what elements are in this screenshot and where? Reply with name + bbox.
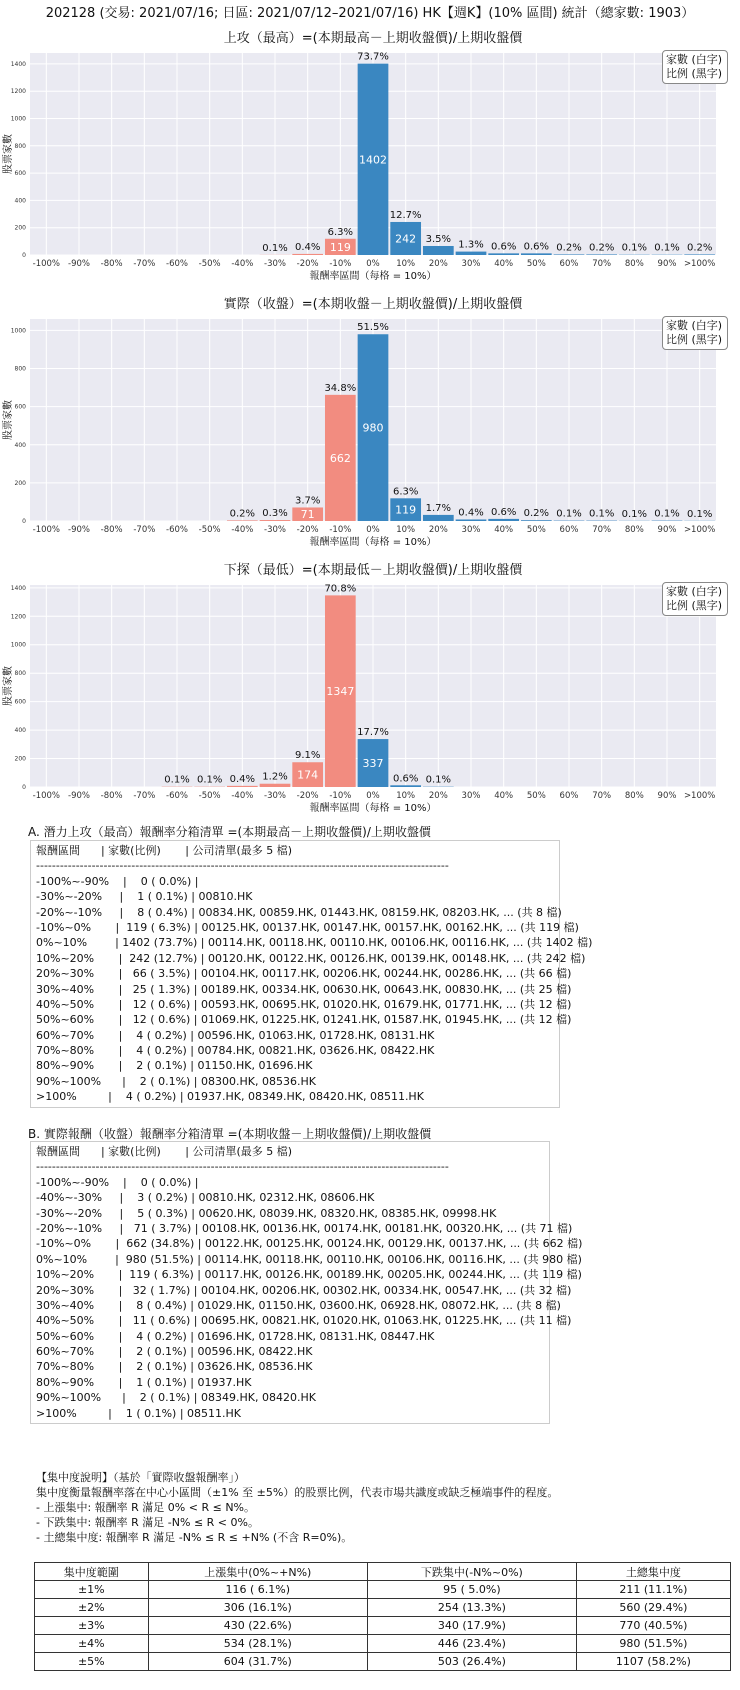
list-line: 40%~50% | 12 ( 0.6%) | 00593.HK, 00695.HK, 01020.HK, 01679.HK, 01771.HK, ... (共 12 檔) (36, 997, 572, 1011)
x-tick-label: -50% (198, 259, 221, 269)
table-cell: ±2% (35, 1599, 149, 1617)
y-tick-label: 1000 (10, 115, 26, 123)
concentration-notes (36, 1470, 558, 1545)
table-cell: 604 (31.7%) (148, 1653, 367, 1671)
x-tick-label: 20% (428, 525, 448, 535)
x-tick-label: -40% (231, 259, 254, 269)
x-tick-label: 70% (592, 259, 612, 269)
list-line: 80%~90% | 1 ( 0.1%) | 01937.HK (36, 1375, 252, 1389)
table-cell: 1107 (58.2%) (576, 1653, 730, 1671)
x-tick-label: -10% (329, 259, 352, 269)
bar-pct-label: 1.7% (425, 502, 452, 514)
chart-low (0, 554, 740, 818)
legend-line-count: 家數 (白字) (666, 319, 723, 332)
x-tick-label: >100% (683, 525, 716, 535)
x-tick-label: -80% (100, 525, 123, 535)
list-line: 70%~80% | 2 ( 0.1%) | 03626.HK, 08536.HK (36, 1360, 313, 1374)
bar (521, 520, 552, 521)
table-header-cell: 土總集中度 (576, 1563, 730, 1581)
y-axis-label: 股票家數 (3, 666, 14, 706)
list-line: -10%~0% | 662 (34.8%) | 00122.HK, 00125.HK, 00124.HK, 00129.HK, 00137.HK, ... (共 662 檔) (36, 1237, 583, 1251)
bar-pct-label: 0.6% (523, 241, 550, 253)
x-tick-label: -90% (68, 525, 90, 535)
bar (260, 784, 291, 787)
x-tick-label: 20% (428, 259, 448, 269)
x-tick-label: -20% (296, 525, 319, 535)
list-line: 報酬區間 | 家數(比例) | 公司清單(最多 5 檔) (36, 844, 293, 857)
y-tick-label: 200 (14, 479, 26, 487)
chart-close (0, 288, 740, 552)
x-tick-label: 60% (559, 791, 579, 801)
list-line: 報酬區間 | 家數(比例) | 公司清單(最多 5 檔) (36, 1145, 293, 1158)
bar-pct-label: 0.1% (196, 774, 223, 786)
y-tick-label: 1000 (10, 327, 26, 335)
list-line: 50%~60% | 4 ( 0.2%) | 01696.HK, 01728.HK, 08131.HK, 08447.HK (36, 1329, 435, 1343)
list-line: -------------------------------------------------------------------------------------------------------- (36, 859, 449, 873)
legend-line-ratio: 比例 (黑字) (666, 333, 723, 346)
x-tick-label: 50% (526, 791, 546, 801)
list-line: 90%~100% | 2 ( 0.1%) | 08349.HK, 08420.HK (36, 1391, 316, 1405)
table-cell: 95 ( 5.0%) (367, 1581, 576, 1599)
bar-pct-label: 70.8% (324, 583, 357, 595)
bar-pct-label: 6.3% (327, 226, 354, 238)
x-tick-label: 30% (461, 525, 481, 535)
page-title: 202128 (交易: 2021/07/16; 日區: 2021/07/12–2021/07/16) HK【週K】(10% 區間) 統計（總家數: 1903） (45, 6, 695, 21)
table-row (35, 1581, 731, 1599)
x-tick-label: 80% (624, 259, 644, 269)
x-tick-label: -20% (296, 259, 319, 269)
bar-pct-label: 0.2% (523, 508, 550, 520)
x-tick-label: -100% (32, 791, 61, 801)
x-tick-label: 50% (526, 259, 546, 269)
bar-count-label: 119 (329, 240, 351, 254)
x-tick-label: 10% (396, 791, 416, 801)
bar-count-label: 662 (329, 451, 351, 465)
x-tick-label: >100% (683, 259, 716, 269)
x-tick-label: -10% (329, 525, 352, 535)
y-tick-label: 200 (14, 755, 26, 763)
bar (684, 254, 715, 255)
legend-line-ratio: 比例 (黑字) (666, 67, 723, 80)
table-cell: ±5% (35, 1653, 149, 1671)
bar-count-label: 174 (297, 768, 319, 782)
x-tick-label: 60% (559, 525, 579, 535)
list-line: 70%~80% | 4 ( 0.2%) | 00784.HK, 00821.HK, 03626.HK, 08422.HK (36, 1044, 435, 1058)
y-tick-label: 600 (14, 403, 26, 411)
list-line: 20%~30% | 66 ( 3.5%) | 00104.HK, 00117.HK, 00206.HK, 00244.HK, 00286.HK, ... (共 66 檔) (36, 967, 572, 981)
x-tick-label: -70% (133, 791, 156, 801)
bar (260, 520, 291, 521)
x-tick-label: -40% (231, 525, 254, 535)
section-a-title: A. 潛力上攻（最高）報酬率分箱清單 =(本期最高－上期收盤價)/上期收盤價 (28, 825, 431, 839)
table-cell: ±3% (35, 1617, 149, 1635)
x-tick-label: 90% (657, 791, 677, 801)
x-tick-label: -60% (166, 525, 188, 535)
bar (586, 254, 617, 255)
x-tick-label: >100% (683, 791, 716, 801)
bar-pct-label: 73.7% (357, 51, 389, 63)
x-tick-label: -40% (231, 791, 254, 801)
x-tick-label: 0% (366, 259, 380, 269)
bar (488, 519, 519, 521)
y-tick-label: 400 (14, 441, 26, 449)
x-tick-label: -70% (133, 259, 156, 269)
table-header-cell: 集中度範圍 (35, 1563, 149, 1581)
bar-pct-label: 0.4% (458, 507, 484, 519)
x-tick-label: 10% (396, 525, 416, 535)
x-tick-label: -80% (100, 791, 123, 801)
y-tick-label: 400 (14, 197, 26, 205)
bar-pct-label: 0.1% (654, 242, 680, 254)
chart-close-svg (0, 288, 740, 552)
bar-pct-label: 0.2% (229, 508, 256, 520)
x-tick-label: -50% (198, 791, 221, 801)
x-tick-label: 80% (624, 791, 644, 801)
bar-count-label: 1402 (359, 153, 387, 167)
section-b-title: B. 實際報酬（收盤）報酬率分箱清單 =(本期收盤－上期收盤價)/上期收盤價 (28, 1127, 432, 1141)
bar-pct-label: 0.2% (556, 242, 582, 254)
y-tick-label: 0 (22, 784, 26, 791)
list-line: 90%~100% | 2 ( 0.1%) | 08300.HK, 08536.HK (36, 1074, 316, 1088)
table-row (35, 1617, 731, 1635)
list-line: -30%~-20% | 1 ( 0.1%) | 00810.HK (36, 890, 253, 904)
note-line: - 下跌集中: 報酬率 R 滿足 -N% ≤ R < 0%。 (36, 1516, 259, 1529)
x-tick-label: -30% (264, 791, 286, 801)
bar-pct-label: 0.1% (425, 774, 452, 786)
y-tick-label: 1000 (10, 641, 26, 649)
legend-line-count: 家數 (白字) (666, 53, 723, 66)
table-header-cell: 下跌集中(-N%~0%) (367, 1563, 576, 1581)
bar-pct-label: 0.1% (686, 508, 713, 520)
bar-pct-label: 12.7% (389, 209, 422, 221)
table-cell: ±1% (35, 1581, 149, 1599)
concentration-table (34, 1562, 731, 1671)
bar-count-label: 980 (362, 421, 384, 435)
list-line: 0%~10% | 1402 (73.7%) | 00114.HK, 00118.HK, 00110.HK, 00106.HK, 00116.HK, ... (共 1402 檔) (36, 936, 593, 950)
bar-pct-label: 0.6% (490, 241, 517, 253)
bar-pct-label: 34.8% (324, 382, 357, 394)
legend-line-count: 家數 (白字) (666, 585, 723, 598)
y-axis-label: 股票家數 (3, 400, 14, 440)
x-tick-label: 10% (396, 259, 416, 269)
x-tick-label: 50% (526, 525, 546, 535)
bar (423, 246, 454, 255)
list-line: 0%~10% | 980 (51.5%) | 00114.HK, 00118.HK, 00110.HK, 00106.HK, 00116.HK, ... (共 980 檔) (36, 1252, 582, 1266)
table-cell: 770 (40.5%) (576, 1617, 730, 1635)
note-line: - 土總集中度: 報酬率 R 滿足 -N% ≤ R ≤ +N% (不含 R=0%)。 (36, 1531, 353, 1544)
bar (292, 254, 323, 255)
list-line: 80%~90% | 2 ( 0.1%) | 01150.HK, 01696.HK (36, 1059, 313, 1073)
bar-pct-label: 0.1% (556, 508, 582, 520)
table-cell: 211 (11.1%) (576, 1581, 730, 1599)
table-header-row (35, 1563, 731, 1581)
table-cell: ±4% (35, 1635, 149, 1653)
chart-title: 實際（收盤）=(本期收盤－上期收盤價)/上期收盤價 (223, 297, 523, 312)
list-line: -100%~-90% | 0 ( 0.0%) | (36, 1175, 199, 1189)
note-line: 【集中度說明】（基於「實際收盤報酬率」） (36, 1471, 245, 1484)
bar (423, 515, 454, 521)
bar-pct-label: 0.4% (294, 241, 321, 253)
table-cell: 116 ( 6.1%) (148, 1581, 367, 1599)
x-tick-label: 40% (494, 525, 514, 535)
bar-pct-label: 0.3% (262, 508, 288, 520)
table-header-cell: 上漲集中(0%~+N%) (148, 1563, 367, 1581)
y-tick-label: 0 (22, 518, 26, 525)
table-row (35, 1635, 731, 1653)
x-tick-label: -100% (32, 259, 61, 269)
table-row (35, 1653, 731, 1671)
table-cell: 560 (29.4%) (576, 1599, 730, 1617)
chart-low-svg (0, 554, 740, 818)
table-cell: 534 (28.1%) (148, 1635, 367, 1653)
bar-pct-label: 0.6% (392, 773, 419, 785)
bar-pct-label: 0.4% (229, 773, 256, 785)
x-axis-label: 報酬率區間（每格 = 10%） (309, 271, 437, 282)
x-tick-label: -30% (264, 259, 286, 269)
bar-pct-label: 0.1% (588, 508, 615, 520)
y-tick-label: 400 (14, 727, 26, 735)
legend-line-ratio: 比例 (黑字) (666, 599, 723, 612)
chart-title: 上攻（最高）=(本期最高－上期收盤價)/上期收盤價 (223, 31, 523, 46)
note-line: 集中度衡量報酬率落在中心小區間（±1% 至 ±5%）的股票比例，代表市場共識度或缺乏極端事件的程度。 (36, 1486, 559, 1499)
bar-pct-label: 1.2% (262, 771, 288, 783)
table-cell: 306 (16.1%) (148, 1599, 367, 1617)
x-tick-label: 90% (657, 525, 677, 535)
y-tick-label: 1200 (10, 88, 26, 96)
y-tick-label: 600 (14, 170, 26, 178)
x-tick-label: 20% (428, 791, 448, 801)
chart-legend (662, 316, 728, 350)
section-a-list (30, 840, 593, 1108)
list-line: 60%~70% | 4 ( 0.2%) | 00596.HK, 01063.HK, 01728.HK, 08131.HK (36, 1028, 435, 1042)
x-tick-label: -90% (68, 791, 90, 801)
table-cell: 446 (23.4%) (367, 1635, 576, 1653)
y-tick-label: 600 (14, 698, 26, 706)
list-line: 30%~40% | 8 ( 0.4%) | 01029.HK, 01150.HK, 03600.HK, 06928.HK, 08072.HK, ... (共 8 檔) (36, 1298, 561, 1312)
x-tick-label: 40% (494, 259, 514, 269)
table-cell: 430 (22.6%) (148, 1617, 367, 1635)
bar-count-label: 1347 (326, 685, 355, 699)
x-tick-label: -90% (68, 259, 90, 269)
bar (227, 520, 258, 521)
x-tick-label: 0% (366, 791, 380, 801)
list-line: >100% | 1 ( 0.1%) | 08511.HK (36, 1406, 242, 1420)
bar (456, 519, 487, 521)
list-line: 20%~30% | 32 ( 1.7%) | 00104.HK, 00206.HK, 00302.HK, 00334.HK, 00547.HK, ... (共 32 檔) (36, 1283, 572, 1297)
list-line: -20%~-10% | 71 ( 3.7%) | 00108.HK, 00136.HK, 00174.HK, 00181.HK, 00320.HK, ... (共 71 檔) (36, 1221, 573, 1235)
y-tick-label: 1400 (10, 584, 26, 592)
list-line: -20%~-10% | 8 ( 0.4%) | 00834.HK, 00859.HK, 01443.HK, 08159.HK, 08203.HK, ... (共 8 檔) (36, 905, 562, 919)
x-tick-label: 40% (494, 791, 514, 801)
bar (227, 786, 258, 787)
list-line: 40%~50% | 11 ( 0.6%) | 00695.HK, 00821.HK, 01020.HK, 01063.HK, 01225.HK, ... (共 11 檔) (36, 1314, 572, 1328)
bar-pct-label: 0.2% (686, 242, 713, 254)
chart-title: 下探（最低）=(本期最低－上期收盤價)/上期收盤價 (223, 563, 523, 578)
y-tick-label: 800 (14, 142, 26, 150)
x-tick-label: 30% (461, 791, 481, 801)
bar-pct-label: 1.3% (458, 239, 484, 251)
x-tick-label: 80% (624, 525, 644, 535)
section-b-list (30, 1141, 583, 1424)
x-tick-label: -10% (329, 791, 352, 801)
x-tick-label: -20% (296, 791, 319, 801)
chart-legend (662, 50, 728, 84)
bar-pct-label: 0.1% (654, 508, 680, 520)
bar-count-label: 242 (395, 232, 417, 246)
table-row (35, 1599, 731, 1617)
bar-count-label: 71 (300, 508, 315, 522)
list-line: >100% | 4 ( 0.2%) | 01937.HK, 08349.HK, 08420.HK, 08511.HK (36, 1090, 424, 1104)
bar-count-label: 337 (362, 757, 384, 771)
bar-pct-label: 3.7% (294, 495, 321, 507)
bar-count-label: 119 (395, 503, 417, 517)
bar-pct-label: 0.1% (262, 242, 288, 254)
x-tick-label: -80% (100, 259, 123, 269)
x-tick-label: -60% (166, 791, 188, 801)
chart-legend (662, 582, 728, 616)
bar (488, 253, 519, 255)
bar-pct-label: 0.6% (490, 506, 517, 518)
x-tick-label: -100% (32, 525, 61, 535)
bar-pct-label: 6.3% (392, 486, 419, 498)
bar-pct-label: 9.1% (294, 750, 321, 762)
list-line: 30%~40% | 25 ( 1.3%) | 00189.HK, 00334.HK, 00630.HK, 00643.HK, 00830.HK, ... (共 25 檔) (36, 982, 572, 996)
list-line: -40%~-30% | 3 ( 0.2%) | 00810.HK, 02312.HK, 08606.HK (36, 1191, 375, 1205)
list-line: 10%~20% | 119 ( 6.3%) | 00117.HK, 00126.HK, 00189.HK, 00205.HK, 00244.HK, ... (共 119 檔) (36, 1268, 582, 1282)
x-tick-label: -60% (166, 259, 188, 269)
list-line: -30%~-20% | 5 ( 0.3%) | 00620.HK, 08039.HK, 08320.HK, 08385.HK, 09998.HK (36, 1206, 497, 1220)
table-cell: 503 (26.4%) (367, 1653, 576, 1671)
x-axis-label: 報酬率區間（每格 = 10%） (309, 537, 437, 548)
x-tick-label: 70% (592, 525, 612, 535)
list-line: 50%~60% | 12 ( 0.6%) | 01069.HK, 01225.HK, 01241.HK, 01587.HK, 01945.HK, ... (共 12 檔) (36, 1013, 572, 1027)
x-axis-label: 報酬率區間（每格 = 10%） (309, 803, 437, 814)
bar-pct-label: 3.5% (425, 233, 452, 245)
y-tick-label: 1400 (10, 60, 26, 68)
table-cell: 254 (13.3%) (367, 1599, 576, 1617)
chart-high (0, 22, 740, 286)
chart-high-svg (0, 22, 740, 286)
bar-pct-label: 51.5% (357, 322, 389, 334)
table-cell: 340 (17.9%) (367, 1617, 576, 1635)
bar-pct-label: 17.7% (357, 727, 389, 739)
y-tick-label: 800 (14, 670, 26, 678)
y-tick-label: 200 (14, 224, 26, 232)
table-body (35, 1581, 731, 1671)
bar (554, 254, 585, 255)
list-line: -100%~-90% | 0 ( 0.0%) | (36, 874, 199, 888)
x-tick-label: -50% (198, 525, 221, 535)
table-cell: 980 (51.5%) (576, 1635, 730, 1653)
bar-pct-label: 0.2% (588, 242, 615, 254)
bar-pct-label: 0.1% (164, 774, 190, 786)
note-line: - 上漲集中: 報酬率 R 滿足 0% < R ≤ N%。 (36, 1501, 255, 1514)
x-tick-label: 60% (559, 259, 579, 269)
y-tick-label: 0 (22, 252, 26, 259)
bar (521, 253, 552, 255)
list-line: 10%~20% | 242 (12.7%) | 00120.HK, 00122.HK, 00126.HK, 00139.HK, 00148.HK, ... (共 242 檔) (36, 951, 586, 965)
bar (390, 785, 421, 787)
bar (456, 252, 487, 255)
y-tick-label: 1200 (10, 613, 26, 621)
bar-pct-label: 0.1% (621, 242, 648, 254)
y-tick-label: 800 (14, 365, 26, 373)
list-line: 60%~70% | 2 ( 0.1%) | 00596.HK, 08422.HK (36, 1345, 313, 1359)
x-tick-label: -70% (133, 525, 156, 535)
x-tick-label: 30% (461, 259, 481, 269)
bar-pct-label: 0.1% (621, 508, 648, 520)
y-axis-label: 股票家數 (3, 134, 14, 174)
x-tick-label: 70% (592, 791, 612, 801)
x-tick-label: 90% (657, 259, 677, 269)
list-line: -------------------------------------------------------------------------------------------------------- (36, 1160, 449, 1174)
x-tick-label: 0% (366, 525, 380, 535)
list-line: -10%~0% | 119 ( 6.3%) | 00125.HK, 00137.HK, 00147.HK, 00157.HK, 00162.HK, ... (共 119 檔) (36, 920, 579, 934)
x-tick-label: -30% (264, 525, 286, 535)
